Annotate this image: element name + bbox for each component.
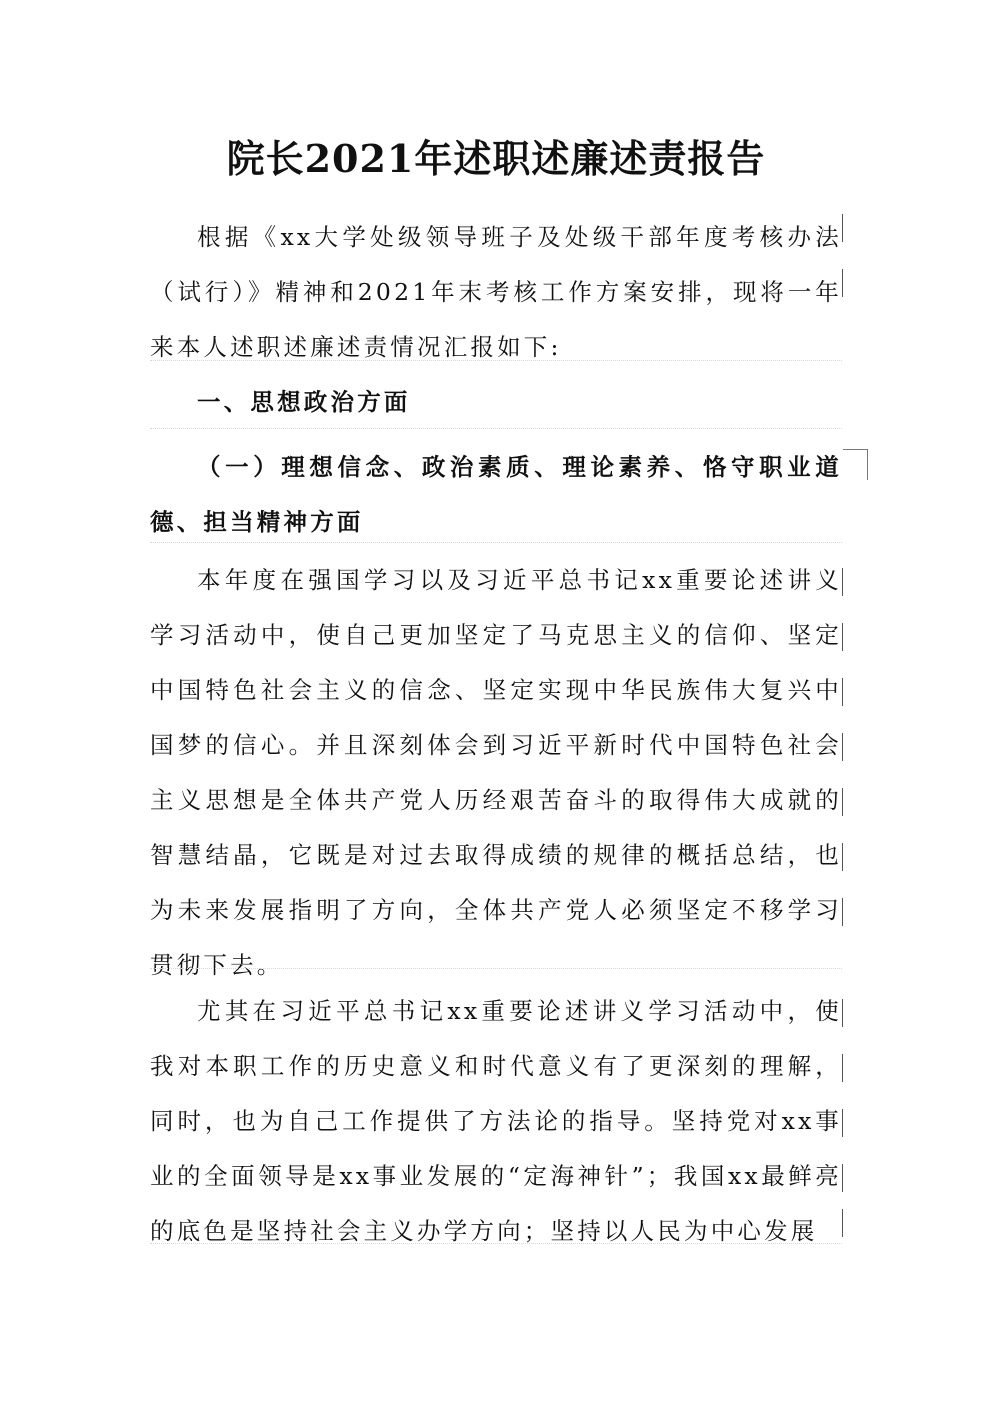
body-paragraph: 本年度在强国学习以及习近平总书记xx重要论述讲义学习活动中，使自己更加坚定了马克思主义的信仰、坚定中国特色社会主义的信念、坚定实现中华民族伟大复兴中国梦的信心。并且深刻体会到习近平新时代中国特色社会主义思想是全体共产党人历经艰苦奋斗的取得伟大成就的智慧结晶，它既是对过去取得成绩的规律的概括总结，也为未来发展指明了方向，全体共产党人必须坚定不移学习贯彻下去。 xyxy=(150,566,842,979)
text-boundary-marker xyxy=(842,1164,843,1192)
text-boundary-marker xyxy=(842,733,843,761)
text-boundary-marker xyxy=(842,788,843,816)
document-title: 院长2021年述职述廉述责报告 xyxy=(226,136,766,181)
text-boundary-marker xyxy=(842,623,843,651)
text-boundary-marker xyxy=(842,898,843,926)
text-boundary-marker xyxy=(842,1054,843,1082)
section-heading: 一、思想政治方面 xyxy=(197,388,411,416)
intro-paragraph: 根据《xx大学处级领导班子及处级干部年度考核办法（试行）》精神和2021年末考核工作方案安排，现将一年来本人述职述廉述责情况汇报如下: xyxy=(150,223,842,361)
text-boundary-marker xyxy=(842,1209,843,1237)
text-boundary-marker xyxy=(842,999,843,1027)
paragraph-divider xyxy=(150,360,842,361)
text-boundary-marker xyxy=(842,269,843,297)
text-boundary-marker xyxy=(842,568,843,596)
text-boundary-marker xyxy=(843,449,868,480)
paragraph-divider xyxy=(150,1243,842,1244)
body-paragraph: 尤其在习近平总书记xx重要论述讲义学习活动中，使我对本职工作的历史意义和时代意义有了更深刻的理解，同时，也为自己工作提供了方法论的指导。坚持党对xx事业的全面领导是xx事业发展的“定海神针”；我国xx最鲜亮的底色是坚持社会主义办学方向；坚持以人民为中心发展 xyxy=(150,997,842,1245)
paragraph-divider xyxy=(150,542,842,543)
paragraph-divider xyxy=(150,968,842,969)
text-boundary-marker xyxy=(842,1109,843,1137)
text-boundary-marker xyxy=(842,843,843,871)
text-boundary-marker xyxy=(842,214,843,242)
subsection-heading: （一）理想信念、政治素质、理论素养、恪守职业道德、担当精神方面 xyxy=(150,453,842,536)
paragraph-divider xyxy=(150,428,842,429)
text-boundary-marker xyxy=(842,678,843,706)
